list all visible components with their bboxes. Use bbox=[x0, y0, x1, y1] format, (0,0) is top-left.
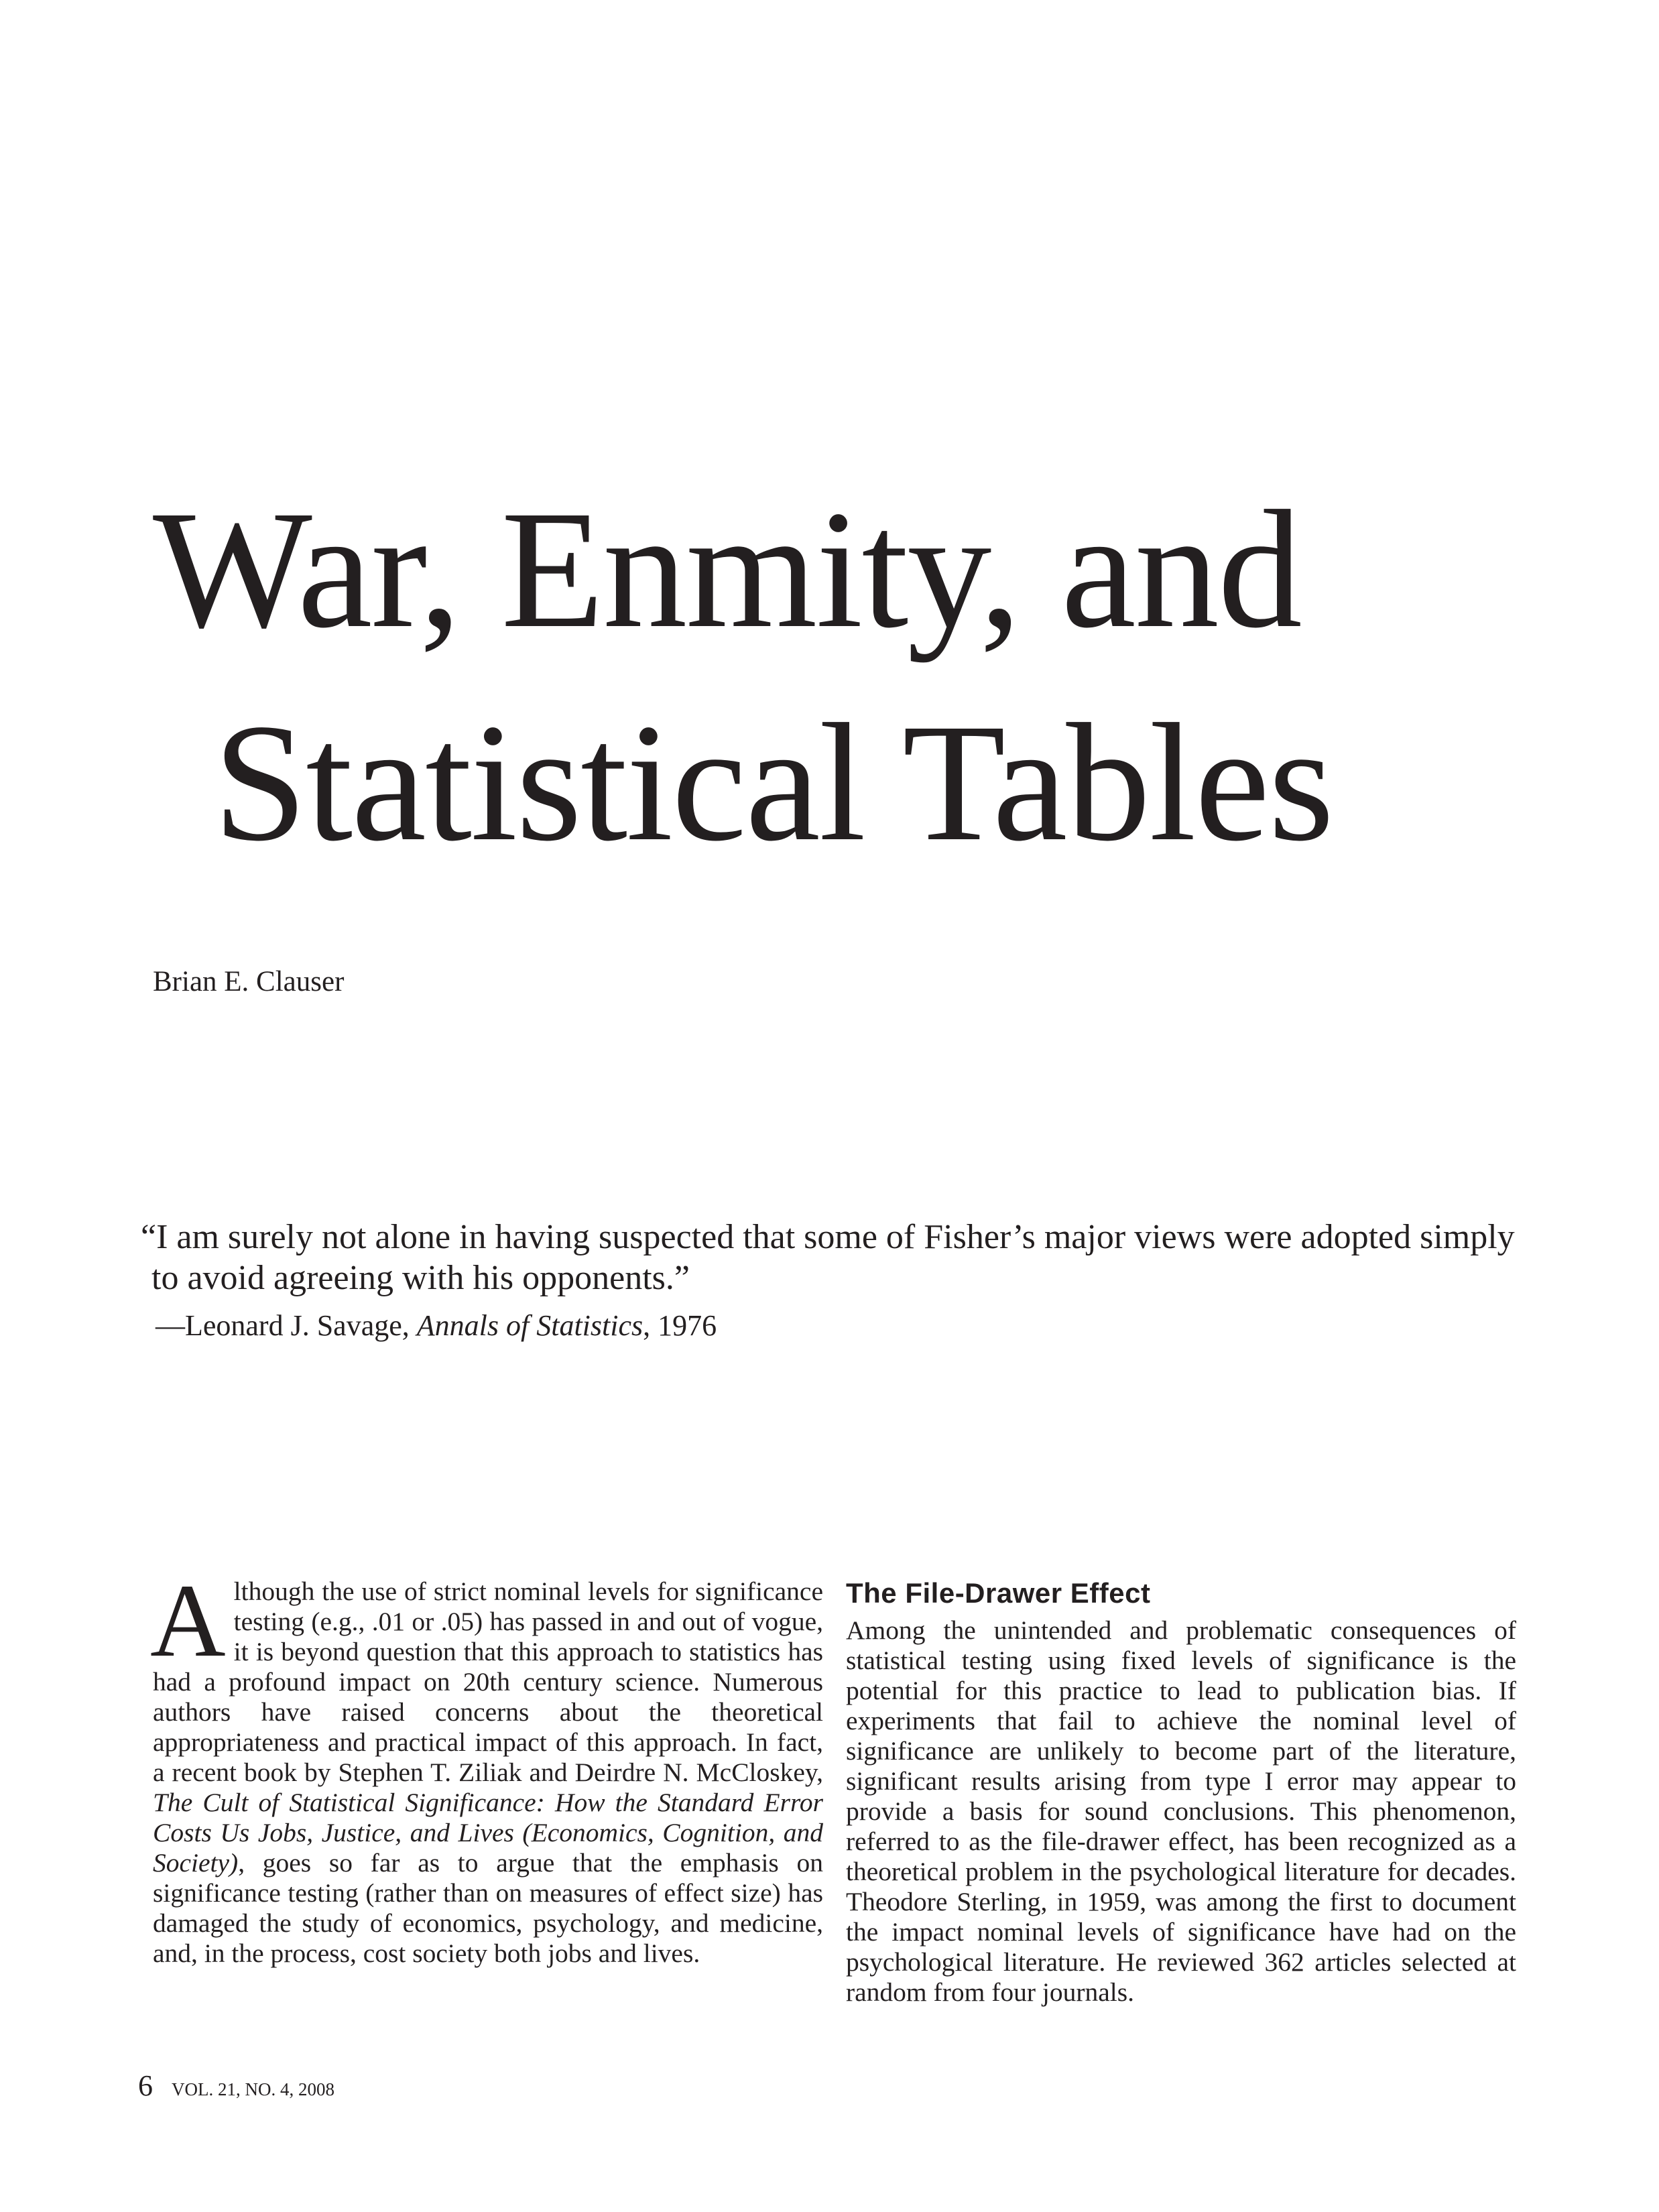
intro-paragraph bbox=[153, 1577, 823, 1969]
page-footer bbox=[138, 2071, 334, 2104]
article-title-line-1: War, Enmity, and bbox=[153, 475, 1301, 663]
page-number: 6 bbox=[138, 2069, 153, 2102]
epigraph-quote-line-2: to avoid agreeing with his opponents.” bbox=[151, 1259, 690, 1297]
issue-info: VOL. 21, NO. 4, 2008 bbox=[172, 2079, 334, 2099]
epigraph-attribution-author: —Leonard J. Savage, bbox=[156, 1309, 417, 1342]
intro-text-2: , goes so far as to argue that the emphasis on significance testing (rather than on measures of effect size) has damaged the study of economics, psychology, and medicine, and, in the process, cost society both jobs and lives. bbox=[153, 1848, 823, 1968]
article-title-line-2: Statistical Tables bbox=[213, 688, 1333, 876]
author-name: Brian E. Clauser bbox=[153, 966, 345, 997]
epigraph-attribution-source: Annals of Statistics bbox=[416, 1309, 643, 1342]
body-column-right bbox=[846, 1577, 1516, 2008]
article-title bbox=[153, 463, 1333, 889]
section-heading: The File-Drawer Effect bbox=[846, 1577, 1151, 1609]
book-title: The Cult of Statistical Significance: How the Standard Error Costs Us Jobs, Justice, and Lives (Economics, Cognition, and Society) bbox=[153, 1788, 823, 1878]
intro-text-1: lthough the use of strict nominal levels for significance testing (e.g., .01 or .05) has passed in and out of vogue, it is beyond question that this approach to statistics has had a profound impact on 20th century science. Numerous authors have raised concerns about the theoretical appropriateness and practical impact of this approach. In fact, a recent book by Stephen T. Ziliak and Deirdre N. McCloskey, bbox=[153, 1577, 823, 1787]
section-paragraph: Among the unintended and problematic consequences of statistical testing using fixed levels of significance is the potential for this practice to lead to publication bias. If experiments that fail to achieve the nominal level of significance are unlikely to become part of the literature, significant results arising from type I error may appear to provide a basis for sound conclusions. This phenomenon, referred to as the file-drawer effect, has been recognized as a theoretical problem in the psychological literature for decades. Theodore Sterling, in 1959, was among the first to document the impact nominal levels of significance have had on the psychological literature. He reviewed 362 articles selected at random from four journals. bbox=[846, 1615, 1516, 2007]
drop-cap: A bbox=[150, 1562, 226, 1678]
body-column-left bbox=[150, 1562, 823, 1969]
epigraph-attribution-year: , 1976 bbox=[643, 1309, 717, 1342]
epigraph bbox=[141, 1217, 1535, 1344]
epigraph-quote bbox=[141, 1217, 1535, 1298]
epigraph-quote-line-1: “I am surely not alone in having suspected that some of Fisher’s major views were adopted simply bbox=[141, 1218, 1515, 1256]
epigraph-attribution bbox=[156, 1308, 1535, 1344]
